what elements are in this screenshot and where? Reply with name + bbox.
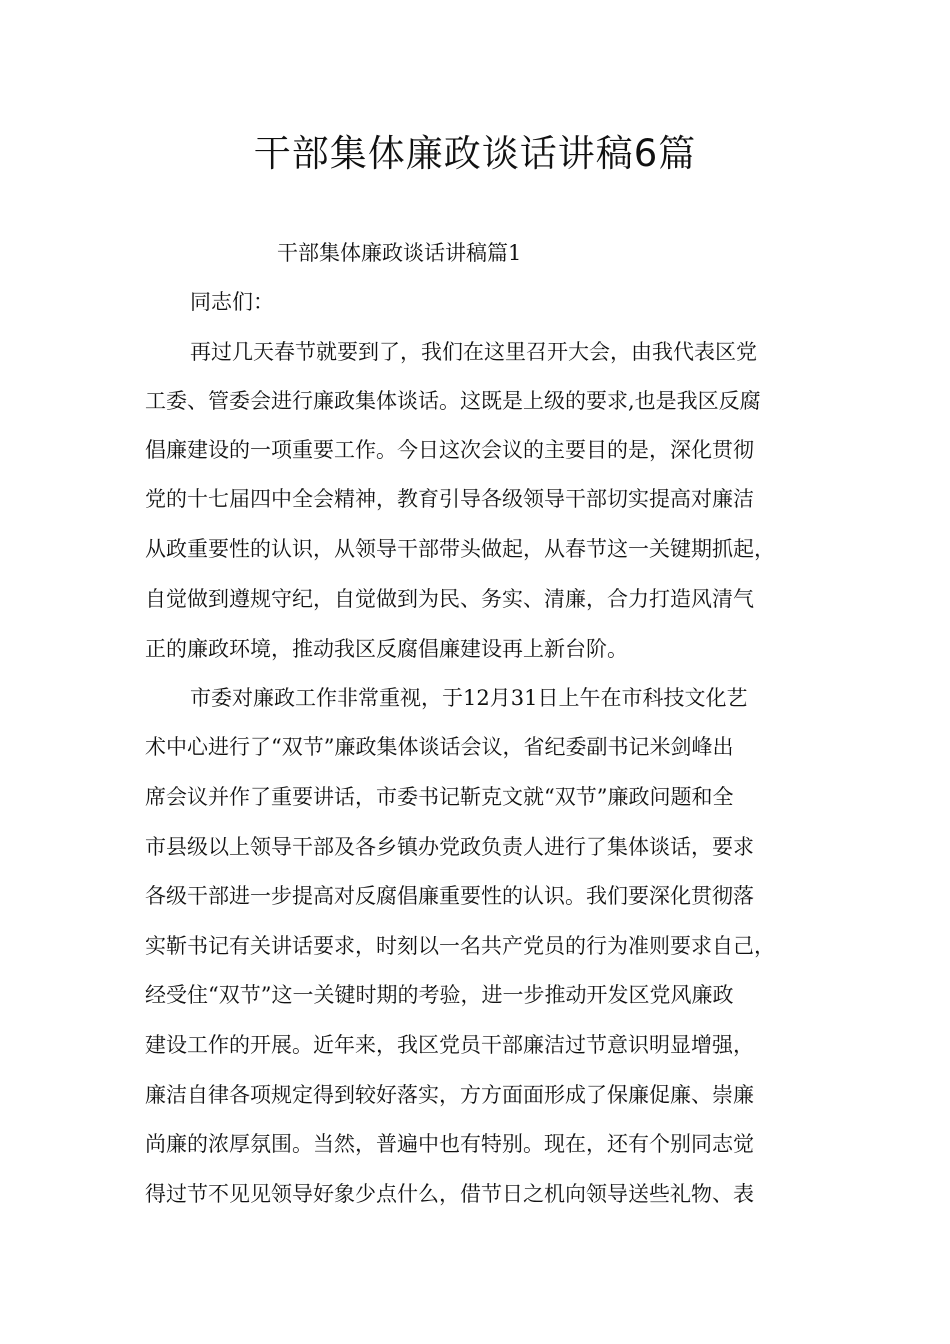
- paragraph-line: 得过节不见见领导好象少点什么，借节日之机向领导送些礼物、表: [145, 1182, 754, 1206]
- paragraph-line: 再过几天春节就要到了，我们在这里召开大会，由我代表区党: [190, 340, 757, 364]
- paragraph-line: 工委、管委会进行廉政集体谈话。这既是上级的要求,也是我区反腐: [145, 389, 761, 413]
- paragraph-line: 市委对廉政工作非常重视，于12月31日上午在市科技文化艺: [190, 686, 748, 710]
- section-subtitle: 干部集体廉政谈话讲稿篇1: [277, 241, 522, 265]
- paragraph-line: 经受住“双节”这一关键时期的考验，进一步推动开发区党风廉政: [145, 983, 734, 1007]
- paragraph-line: 倡廉建设的一项重要工作。今日这次会议的主要目的是，深化贯彻: [145, 438, 754, 462]
- paragraph-line: 从政重要性的认识，从领导干部带头做起，从春节这一关键期抓起，: [145, 537, 775, 561]
- paragraph-line: 席会议并作了重要讲话，市委书记靳克文就“双节”廉政问题和全: [145, 785, 734, 809]
- paragraph-line: 自觉做到遵规守纪，自觉做到为民、务实、清廉，合力打造风清气: [145, 587, 754, 611]
- paragraph-line: 正的廉政环境，推动我区反腐倡廉建设再上新台阶。: [145, 637, 628, 661]
- paragraph-line: 廉洁自律各项规定得到较好落实，方方面面形成了保廉促廉、崇廉: [145, 1083, 754, 1107]
- salutation: 同志们：: [190, 290, 274, 314]
- paragraph-line: 建设工作的开展。近年来，我区党员干部廉洁过节意识明显增强，: [145, 1033, 754, 1057]
- paragraph-line: 市县级以上领导干部及各乡镇办党政负责人进行了集体谈话，要求: [145, 835, 754, 859]
- paragraph-line: 尚廉的浓厚氛围。当然，普遍中也有特别。现在，还有个别同志觉: [145, 1132, 754, 1156]
- document-title: 干部集体廉政谈话讲稿6篇: [253, 132, 697, 175]
- paragraph-line: 实靳书记有关讲话要求，时刻以一名共产党员的行为准则要求自己，: [145, 934, 775, 958]
- paragraph-line: 术中心进行了“双节”廉政集体谈话会议，省纪委副书记米剑峰出: [145, 735, 734, 759]
- paragraph-line: 各级干部进一步提高对反腐倡廉重要性的认识。我们要深化贯彻落: [145, 884, 754, 908]
- paragraph-line: 党的十七届四中全会精神，教育引导各级领导干部切实提高对廉洁: [145, 487, 754, 511]
